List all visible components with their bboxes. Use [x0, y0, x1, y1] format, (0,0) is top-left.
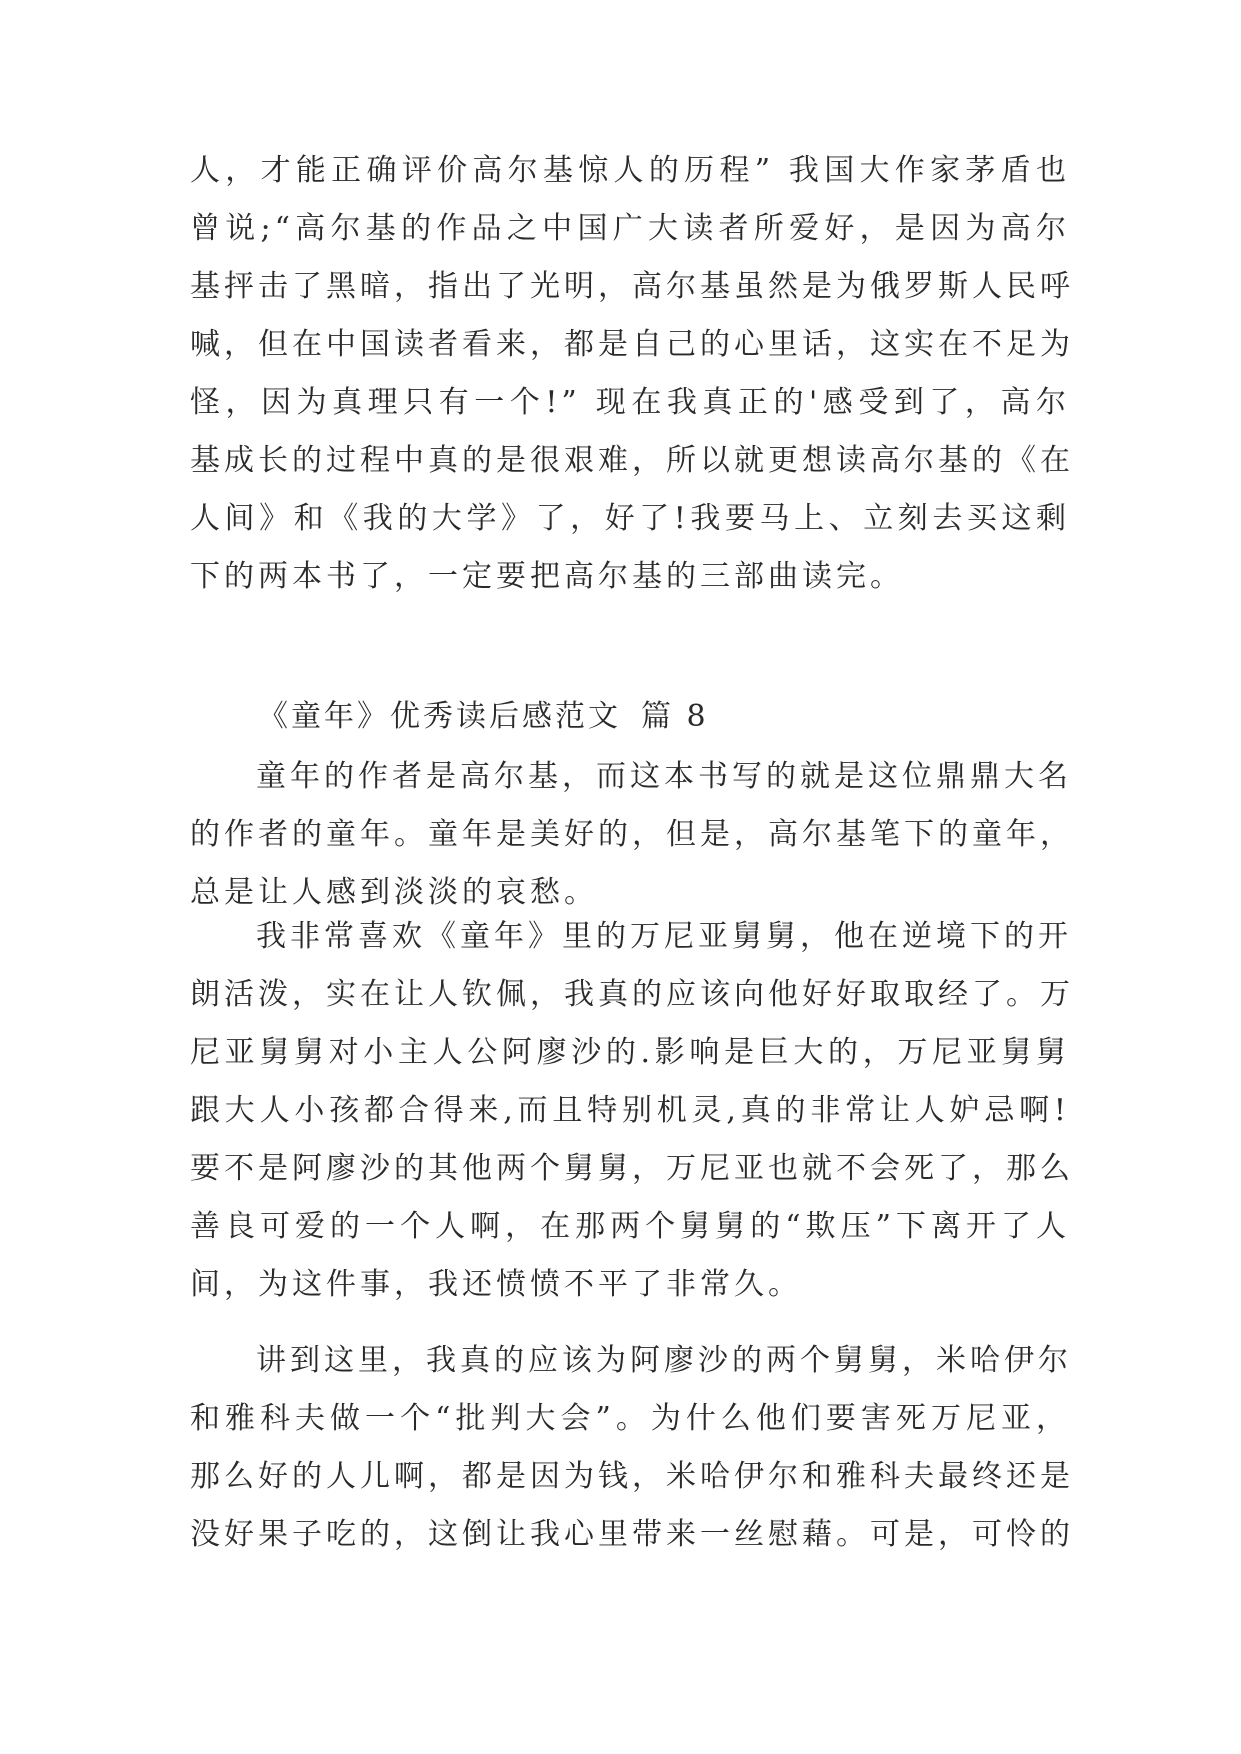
text-line: 和雅科夫做一个“批判大会”。为什么他们要害死万尼亚，: [190, 1401, 1070, 1436]
text-line: 总是让人感到淡淡的哀愁。: [190, 875, 598, 910]
text-line: 人，才能正确评价高尔基惊人的历程” 我国大作家茅盾也: [190, 153, 1070, 188]
text-line: 基抨击了黑暗，指出了光明，高尔基虽然是为俄罗斯人民呼: [190, 269, 1074, 304]
text-line: 尼亚舅舅对小主人公阿廖沙的.影响是巨大的，万尼亚舅舅: [190, 1035, 1070, 1070]
text-line: 下的两本书了，一定要把高尔基的三部曲读完。: [190, 559, 904, 594]
intro-paragraph: [190, 142, 1074, 606]
section-number: 篇 8: [641, 699, 709, 734]
text-line: 没好果子吃的，这倒让我心里带来一丝慰藉。可是，可怜的: [190, 1517, 1074, 1552]
text-line: 曾说;“高尔基的作品之中国广大读者所爱好，是因为高尔: [190, 211, 1070, 246]
text-line: 怪，因为真理只有一个!” 现在我真正的'感受到了，高尔: [190, 385, 1070, 420]
paragraph-1: [190, 748, 1074, 922]
text-line: 人间》和《我的大学》了，好了!我要马上、立刻去买这剩: [190, 501, 1070, 536]
text-line: 的作者的童年。童年是美好的，但是，高尔基笔下的童年，: [190, 817, 1074, 852]
section-title: 《童年》优秀读后感范文: [258, 699, 621, 734]
paragraph-2: [190, 908, 1074, 1314]
paragraph-3: [190, 1332, 1074, 1564]
text-line: 我非常喜欢《童年》里的万尼亚舅舅，他在逆境下的开: [256, 919, 1072, 954]
text-line: 要不是阿廖沙的其他两个舅舅，万尼亚也就不会死了，那么: [190, 1151, 1074, 1186]
section-heading: [258, 688, 709, 746]
text-line: 善良可爱的一个人啊，在那两个舅舅的“欺压”下离开了人: [190, 1209, 1070, 1244]
text-line: 朗活泼，实在让人钦佩，我真的应该向他好好取取经了。万: [190, 977, 1074, 1012]
text-line: 基成长的过程中真的是很艰难，所以就更想读高尔基的《在: [190, 443, 1074, 478]
text-line: 间，为这件事，我还愤愤不平了非常久。: [190, 1267, 802, 1302]
text-line: 讲到这里，我真的应该为阿廖沙的两个舅舅，米哈伊尔: [256, 1343, 1072, 1378]
text-line: 跟大人小孩都合得来,而且特别机灵,真的非常让人妒忌啊!: [190, 1093, 1070, 1128]
text-line: 童年的作者是高尔基，而这本书写的就是这位鼎鼎大名: [256, 759, 1072, 794]
text-line: 喊，但在中国读者看来，都是自己的心里话，这实在不足为: [190, 327, 1074, 362]
text-line: 那么好的人儿啊，都是因为钱，米哈伊尔和雅科夫最终还是: [190, 1459, 1074, 1494]
